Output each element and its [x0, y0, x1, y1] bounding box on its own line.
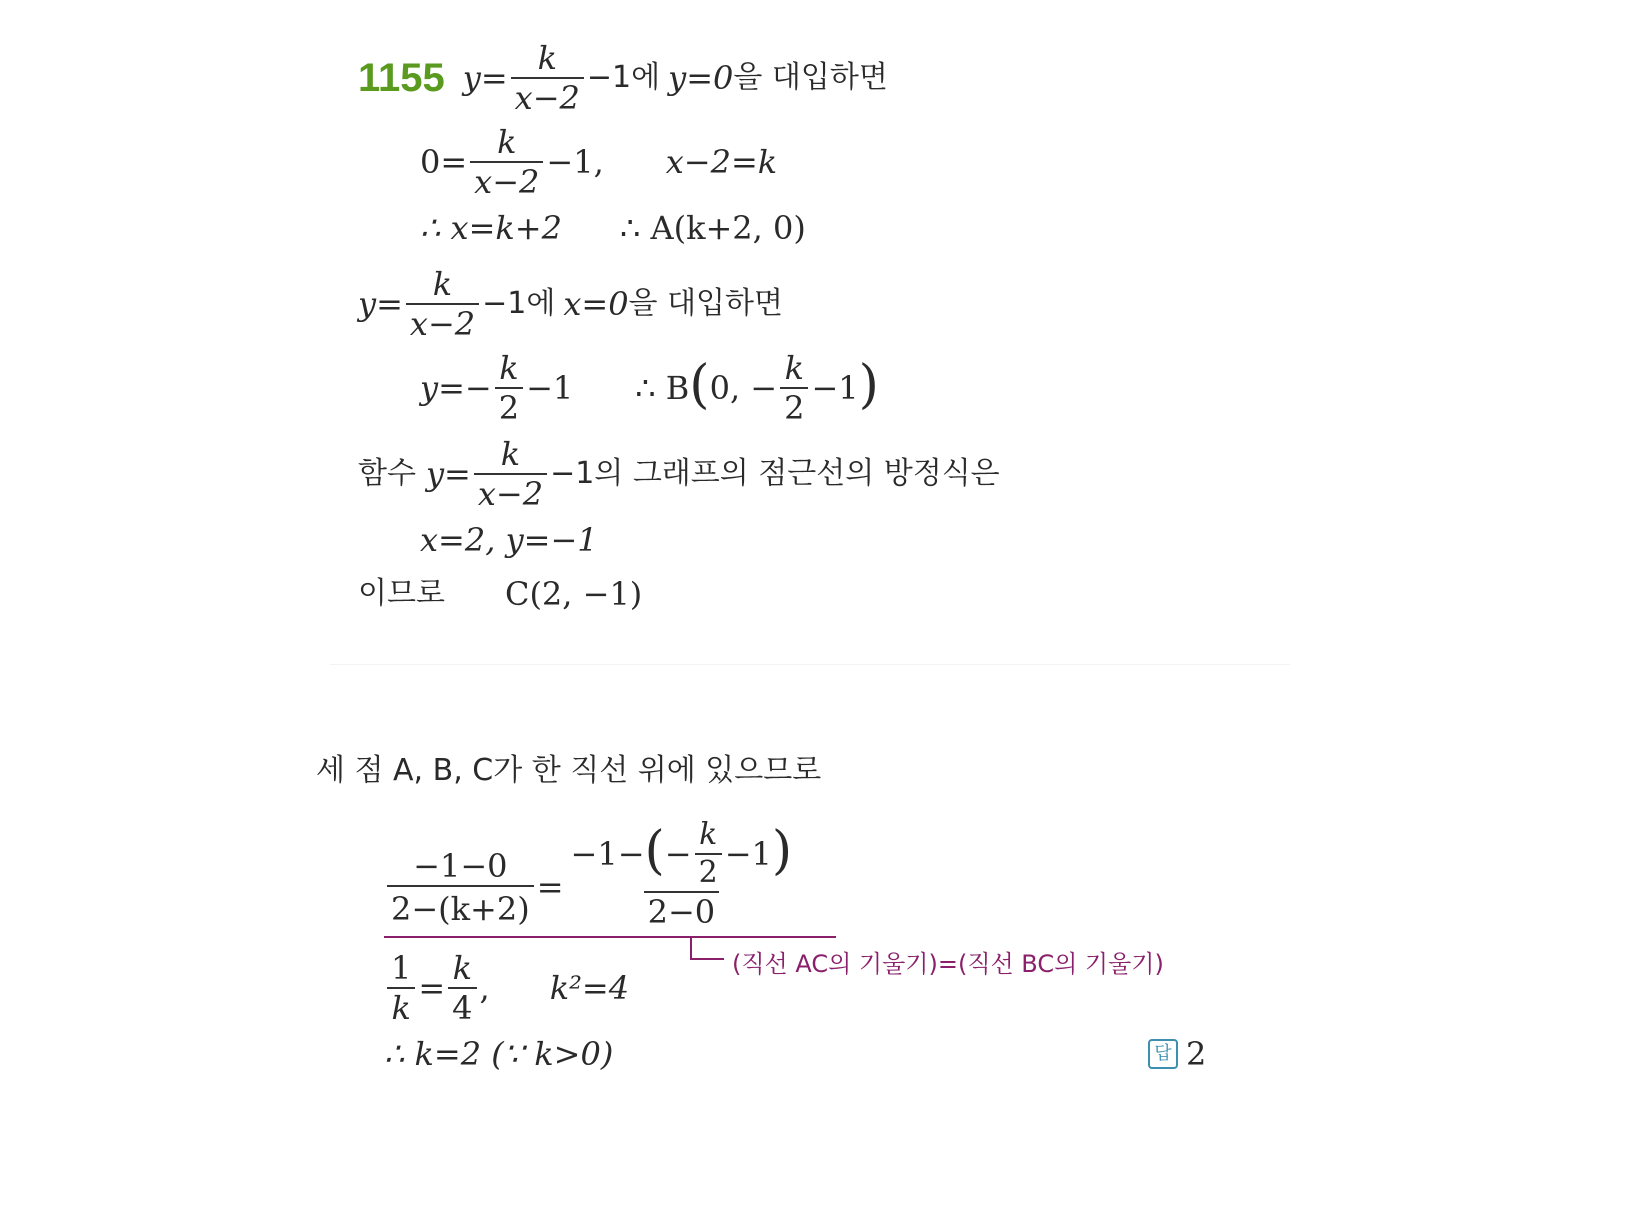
slope-note: (직선 AC의 기울기)=(직선 BC의 기울기)	[732, 950, 1164, 978]
slope-bc-fraction: −1− ( − $\frac{k}{2}$ −1 ) 2−0	[570, 817, 793, 931]
line-7: x=2, y=−1	[420, 521, 598, 559]
line-11: $\frac{1}{k}$ = $\frac{k}{4}$ , k²=4	[384, 952, 629, 1024]
line-12: ∴ k=2 (∵ k>0)	[384, 1035, 614, 1073]
slope-ac-fraction: $\frac{-1-0}{2-(k+2)}$	[387, 850, 534, 925]
answer-value: 2	[1186, 1035, 1207, 1073]
answer-icon: 답	[1148, 1039, 1178, 1069]
line-4: y= $\frac{k}{x-2}$ −1에 x=0 을 대입하면	[358, 265, 783, 343]
fraction: $\frac{k}{x-2}$	[470, 126, 543, 198]
line-1: 1155 y = $\frac{k}{x-2}$ −1에 y=0 을 대입하면	[358, 39, 888, 117]
answer	[1148, 1035, 1207, 1073]
line-6: 함수 y= $\frac{k}{x-2}$ −1의 그래프의 점근선의 방정식은	[358, 435, 1000, 513]
bracket-underline	[384, 936, 836, 938]
fraction: $\frac{k}{4}$	[448, 952, 476, 1024]
line-8: 이므로 C(2, −1)	[358, 575, 643, 613]
fraction: $\frac{k}{x-2}$	[474, 438, 547, 510]
fraction: $\frac{k}{x-2}$	[406, 268, 479, 340]
fraction: $\frac{k}{x-2}$	[511, 42, 584, 114]
line-10: $\frac{-1-0}{2-(k+2)}$ = −1− ( − $\frac{k}{2}$ −1 ) 2−0	[384, 820, 799, 928]
page-divider	[330, 664, 1290, 665]
fraction: $\frac{k}{2}$	[495, 352, 523, 424]
line-9: 세 점 A, B, C가 한 직선 위에 있으므로	[316, 753, 822, 788]
problem-number: 1155	[358, 56, 445, 100]
line-2: 0= $\frac{k}{x-2}$ −1, x−2=k	[420, 123, 778, 201]
line-5: y=− $\frac{k}{2}$ −1 ∴ B ( 0, − $\frac{k}{2}$ −1 )	[420, 349, 879, 427]
line-3: ∴ x=k+2 ∴ A(k+2, 0)	[420, 209, 806, 247]
bracket-stem	[690, 936, 692, 960]
fraction: $\frac{k}{2}$	[780, 352, 808, 424]
fraction: $\frac{1}{k}$	[387, 952, 415, 1024]
bracket-foot	[690, 958, 724, 960]
